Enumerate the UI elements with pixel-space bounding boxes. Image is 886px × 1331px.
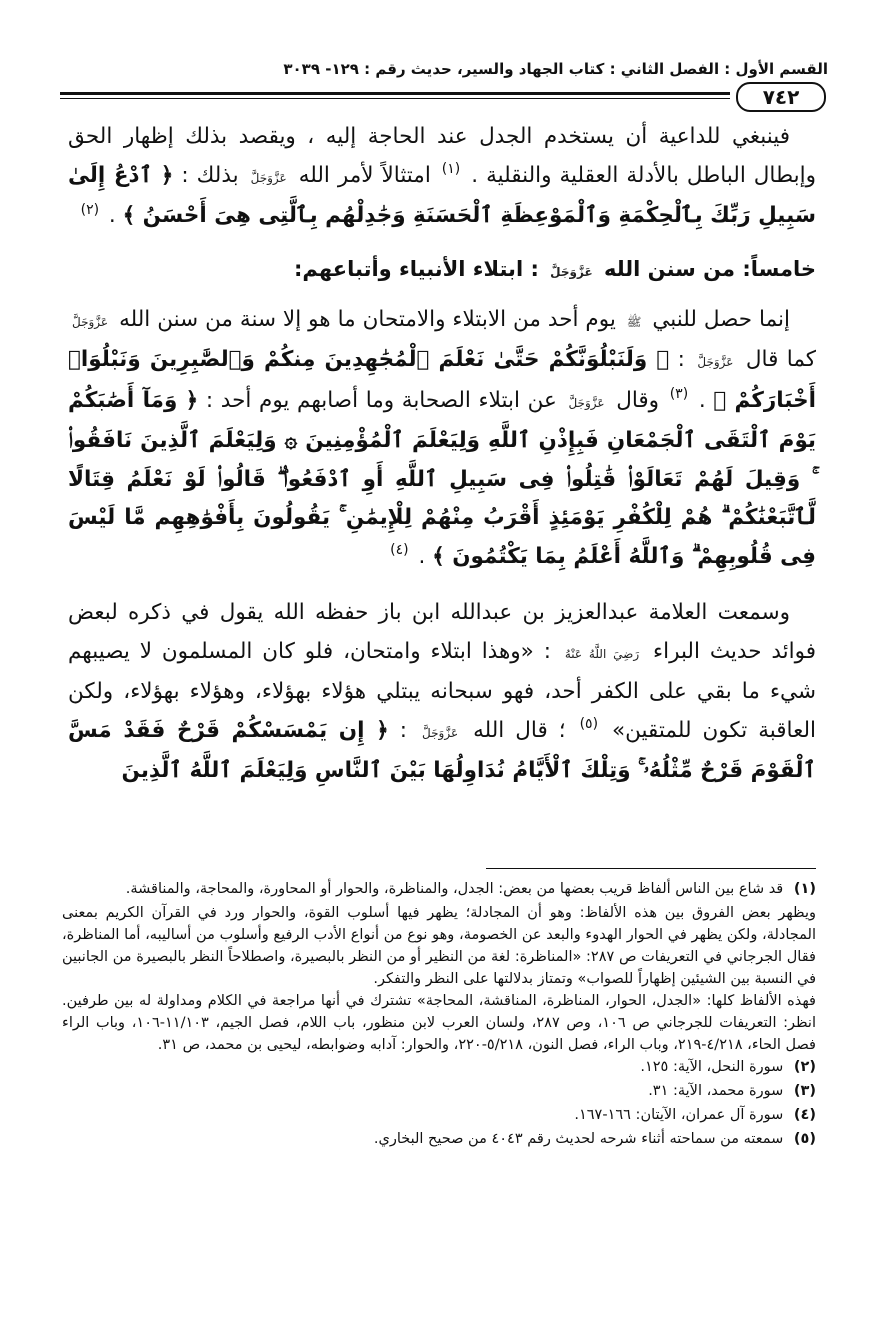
paragraph-gap (68, 576, 816, 594)
footnote-2 (62, 1056, 816, 1078)
p3-text-3: ؛ قال الله (473, 717, 566, 743)
footnote-text: سورة النحل، الآية: ١٢٥. (640, 1059, 784, 1075)
quran-verse-al-imran-140: ﴿ إِن يَمْسَسْكُمْ قَرْحٌ فَقَدْ مَسَّ ٱلْقَوْمَ قَرْحٌ مِّثْلُهُۥ ۚ وَتِلْكَ ٱلْأَيَّامُ نُدَاوِلُهَا بَيْنَ ٱلنَّاسِ وَلِيَعْلَمَ ٱللَّهُ ٱلَّذِينَ (68, 717, 816, 783)
footnote-text: سورة محمد، الآية: ٣١. (648, 1083, 784, 1099)
page-number: ٧٤٢ (736, 82, 826, 112)
section-heading (68, 254, 816, 287)
p1-text-4: . (108, 203, 116, 228)
p3-text-2: : «وهذا ابتلاء وامتحان، فلو كان المسلمون لا يصيبهم شيء ما بقي على الكفر أحد، فهو سبحانه يبتلي هؤلاء بهؤلاء، وهؤلاء بهؤلاء، ولكن العاقبة تكون للمتقين» (68, 638, 816, 743)
footnote-text: سورة آل عمران، الآيتان: ١٦٦-١٦٧. (574, 1107, 784, 1123)
p1-text-2: امتثالاً لأمر الله (298, 162, 431, 188)
running-header: القسم الأول : الفصل الثاني : كتاب الجهاد والسير، حديث رقم : ١٢٩- ٣٠٣٩ (283, 60, 828, 78)
p1-text-1: فينبغي للداعية أن يستخدم الجدل عند الحاجة إليه ، ويقصد بذلك إظهار الحق وإبطال الباطل بالأدلة العقلية والنقلية . (68, 124, 816, 188)
p1-text-3: بذلك : (181, 162, 239, 188)
footnote-number: (٤) (793, 1107, 816, 1123)
honorific-azza-wajal: عَزَّوَجَلَّ (72, 314, 109, 329)
p2-text-3: كما قال (745, 347, 816, 372)
quran-verse-al-imran-166-167: ﴿ وَمَآ أَصَٰبَكُمْ يَوْمَ ٱلْتَقَى ٱلْجَمْعَانِ فَبِإِذْنِ ٱللَّهِ وَلِيَعْلَمَ ٱلْمُؤْمِنِينَ ۞ وَلِيَعْلَمَ ٱلَّذِينَ نَافَقُوا۟ ۚ وَقِيلَ لَهُمْ تَعَالَوْا۟ قَٰتِلُوا۟ فِى سَبِيلِ ٱللَّهِ أَوِ ٱدْفَعُوا۟ ۖ قَالُوا۟ لَوْ نَعْلَمُ قِتَالًا لَّٱتَّبَعْنَٰكُمْ ۗ هُمْ لِلْكُفْرِ يَوْمَئِذٍ أَقْرَبُ مِنْهُمْ لِلْإِيمَٰنِ ۚ يَقُولُونَ بِأَفْوَٰهِهِم مَّا لَيْسَ فِى قُلُوبِهِمْ ۗ وَٱللَّهُ أَعْلَمُ بِمَا يَكْتُمُونَ ﴾ (68, 387, 816, 569)
footnote-text: قد شاع بين الناس ألفاظ قريب بعضها من بعض: الجدل، والمناظرة، والحوار أو المحاورة، والمحاجة، والمناقشة. (125, 881, 784, 897)
footnote-number: (١) (793, 881, 816, 897)
p2-text-7: عن ابتلاء الصحابة وما أصابهم يوم أحد : (205, 387, 557, 413)
footnote-4 (62, 1104, 816, 1126)
header-rule-thin (60, 98, 730, 99)
footnote-number: (٢) (793, 1059, 816, 1075)
p3-text-4: : (399, 717, 408, 743)
header-rule (60, 84, 826, 110)
honorific-salla: ﷺ (626, 314, 642, 329)
honorific-azza-wajal: عَزَّوَجَلَّ (250, 170, 287, 185)
paragraph-1 (68, 118, 816, 236)
p2-text-1: إنما حصل للنبي (652, 306, 790, 332)
p2-text-5: . (698, 387, 706, 413)
footnote-number: (٥) (793, 1131, 816, 1147)
footnote-ref-3: (٣) (669, 386, 689, 403)
footnote-3 (62, 1080, 816, 1102)
footnote-1-continued: فهذه الألفاظ كلها: «الجدل، الحوار، المناظرة، المناقشة، المحاجة» تشترك في أنها مراجعة في الكلام ومداولة له بين طرفين. انظر: التعريفات للجرجاني ص ١٠٦، وص ٢٨٧، ولسان العرب لابن منظور، باب اللام، فصل الجيم، ١١/١٠٣-١٠٦، وباب الراء فصل الحاء، ٤/٢١٨-٢١٩، وباب الراء، فصل النون، ٥/٢١٨-٢٢٠، والحوار: آدابه وضوابطه، ليحيى بن محمد، ص ٣١. (62, 993, 816, 1053)
honorific-azza-wajal: عَزَّوَجَلَّ (422, 725, 459, 740)
main-text (68, 118, 816, 791)
footnotes (62, 878, 816, 1152)
footnote-separator (486, 868, 816, 869)
heading-text-2: : ابتلاء الأنبياء وأتباعهم: (294, 256, 539, 281)
honorific-azza-wajal: عَزَّوَجَلَّ (697, 355, 734, 369)
footnote-ref-2: (٢) (80, 201, 100, 218)
footnote-ref-1: (١) (441, 161, 461, 178)
honorific-azza-wajal: عَزَّوَجَلَّ (550, 264, 593, 279)
header-rule-thick (60, 92, 730, 95)
paragraph-3 (68, 594, 816, 791)
footnote-1 (62, 878, 816, 900)
p2-text-4: : (677, 347, 685, 372)
footnote-text: سمعته من سماحته أثناء شرحه لحديث رقم ٤٠٤٣ من صحيح البخاري. (373, 1131, 784, 1147)
heading-text-1: خامساً: من سنن الله (603, 256, 816, 281)
footnote-1-continued: ويظهر بعض الفروق بين هذه الألفاظ: وهو أن المجادلة؛ يظهر فيها أسلوب القوة، والحوار ورد في القرآن الكريم بمعنى المجادلة، ولكن يظهر في الحوار الهدوء والبعد عن الخصومة، وهو نوع من أنواع الأدب الرفيع وأسلوب من أساليبه، أما المناظرة، فقال الجرجاني في التعريفات ص ٢٨٧: «المناظرة: لغة من النظير أو من النظر بالبصيرة، واصطلاحاً النظر بالبصيرة من الجانبين في النسبة بين الشيئين إظهاراً للصواب» وتمتاز بدلالتها على النظر والتفكر. (62, 905, 816, 987)
quran-verse-nahl-125: ﴿ ٱدْعُ إِلَىٰ سَبِيلِ رَبِّكَ بِٱلْحِكْمَةِ وَٱلْمَوْعِظَةِ ٱلْحَسَنَةِ وَجَٰدِلْهُم بِٱلَّتِى هِىَ أَحْسَنُ ﴾ (68, 162, 816, 228)
p3-text-1: وسمعت العلامة عبدالعزيز بن عبدالله ابن باز حفظه الله يقول في ذكره لبعض فوائد حديث البراء (68, 600, 816, 664)
footnote-ref-4: (٤) (390, 542, 409, 559)
p2-text-2: يوم أحد من الابتلاء والامتحان ما هو إلا سنة من سنن الله (119, 306, 616, 332)
honorific-azza-wajal: عَزَّوَجَلَّ (568, 395, 605, 410)
honorific-radiya: رَضِيَ اللَّهُ عَنْهُ (564, 646, 640, 661)
p2-text-8: . (418, 543, 426, 569)
footnote-ref-5: (٥) (579, 716, 599, 733)
quran-verse-muhammad-31: ﴿ وَلَنَبْلُوَنَّكُمْ حَتَّىٰ نَعْلَمَ ٱلْمُجَٰهِدِينَ مِنكُمْ وَٱلصَّٰبِرِينَ وَنَبْلُوَا۟ أَخْبَارَكُمْ ﴾ (68, 347, 816, 413)
footnote-number: (٣) (793, 1083, 816, 1099)
footnote-5 (62, 1128, 816, 1150)
paragraph-2 (68, 301, 816, 577)
p2-text-6: وقال (616, 387, 660, 413)
